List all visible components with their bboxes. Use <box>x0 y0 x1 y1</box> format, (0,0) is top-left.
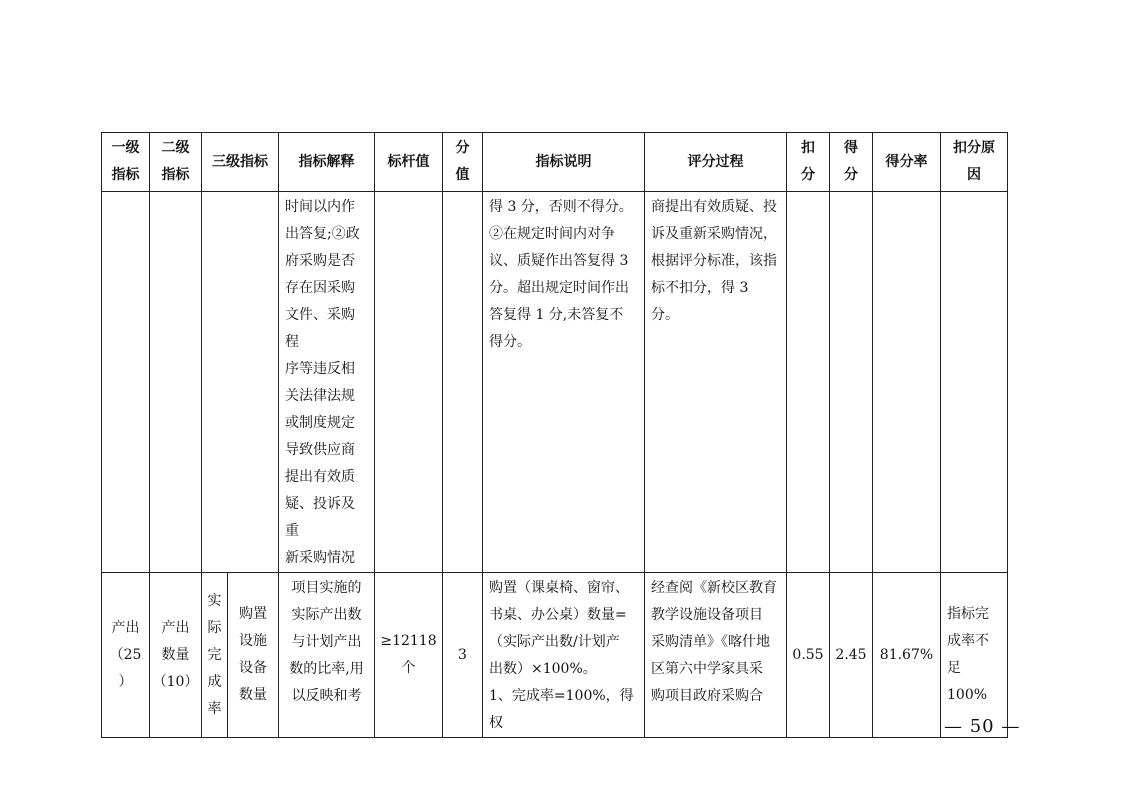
header-level1-indicator: 一级 指标 <box>102 133 150 192</box>
level3-cell <box>202 192 279 573</box>
deduction-cell <box>787 192 830 573</box>
header-level2-indicator: 二级 指标 <box>150 133 202 192</box>
table-row <box>102 573 1008 738</box>
level1-cell: 产出 （25 ） <box>102 573 150 738</box>
level2-cell <box>150 192 202 573</box>
page-number: — 50 — <box>944 716 1021 737</box>
reason-cell <box>941 192 1008 573</box>
level3-subcategory-cell: 实 际 完 成 率 <box>202 573 228 738</box>
obtained-cell <box>830 192 873 573</box>
explanation-cell: 项目实施的 实际产出数 与计划产出 数的比率,用 以反映和考 <box>279 573 375 738</box>
header-deduction: 扣 分 <box>787 133 830 192</box>
score-value-cell <box>443 192 483 573</box>
level1-cell <box>102 192 150 573</box>
header-scoring-process: 评分过程 <box>645 133 787 192</box>
level2-cell: 产出 数量 （10） <box>150 573 202 738</box>
score-value-cell: 3 <box>443 573 483 738</box>
reason-cell: 指标完 成率不 足 100% <box>941 573 1008 738</box>
explanation-cell: 时间以内作 出答复;②政 府采购是否 存在因采购 文件、采购程 序等违反相 关法律法规 或制度规定 导致供应商 提出有效质 疑、投诉及重 新采购情况 <box>279 192 375 573</box>
process-cell: 商提出有效质疑、投 诉及重新采购情况， 根据评分标准，该指 标不扣分，得 3 分。 <box>645 192 787 573</box>
evaluation-table-container <box>101 132 1008 738</box>
header-level3-indicator: 三级指标 <box>202 133 279 192</box>
benchmark-cell: ≥12118 个 <box>375 573 443 738</box>
header-indicator-description: 指标说明 <box>483 133 645 192</box>
header-obtained-score: 得 分 <box>830 133 873 192</box>
obtained-cell: 2.45 <box>830 573 873 738</box>
description-cell: 得 3 分，否则不得分。 ②在规定时间内对争 议、质疑作出答复得 3 分。超出规定时间作出 答复得 1 分,未答复不 得分。 <box>483 192 645 573</box>
benchmark-cell <box>375 192 443 573</box>
deduction-cell: 0.55 <box>787 573 830 738</box>
header-score-value: 分 值 <box>443 133 483 192</box>
table-row <box>102 192 1008 573</box>
header-benchmark: 标杆值 <box>375 133 443 192</box>
header-row <box>102 133 1008 192</box>
rate-cell <box>873 192 941 573</box>
header-score-rate: 得分率 <box>873 133 941 192</box>
process-cell: 经查阅《新校区教育 教学设施设备项目 采购清单》《喀什地 区第六中学家具采 购项目政府采购合 <box>645 573 787 738</box>
description-cell: 购置（课桌椅、窗帘、 书桌、办公桌）数量= （实际产出数/计划产 出数）×100%。 1、完成率=100%，得权 <box>483 573 645 738</box>
header-deduction-reason: 扣分原 因 <box>941 133 1008 192</box>
rate-cell: 81.67% <box>873 573 941 738</box>
performance-evaluation-table <box>101 132 1008 738</box>
level3-indicator-cell: 购置 设施 设备 数量 <box>228 573 279 738</box>
header-indicator-explanation: 指标解释 <box>279 133 375 192</box>
